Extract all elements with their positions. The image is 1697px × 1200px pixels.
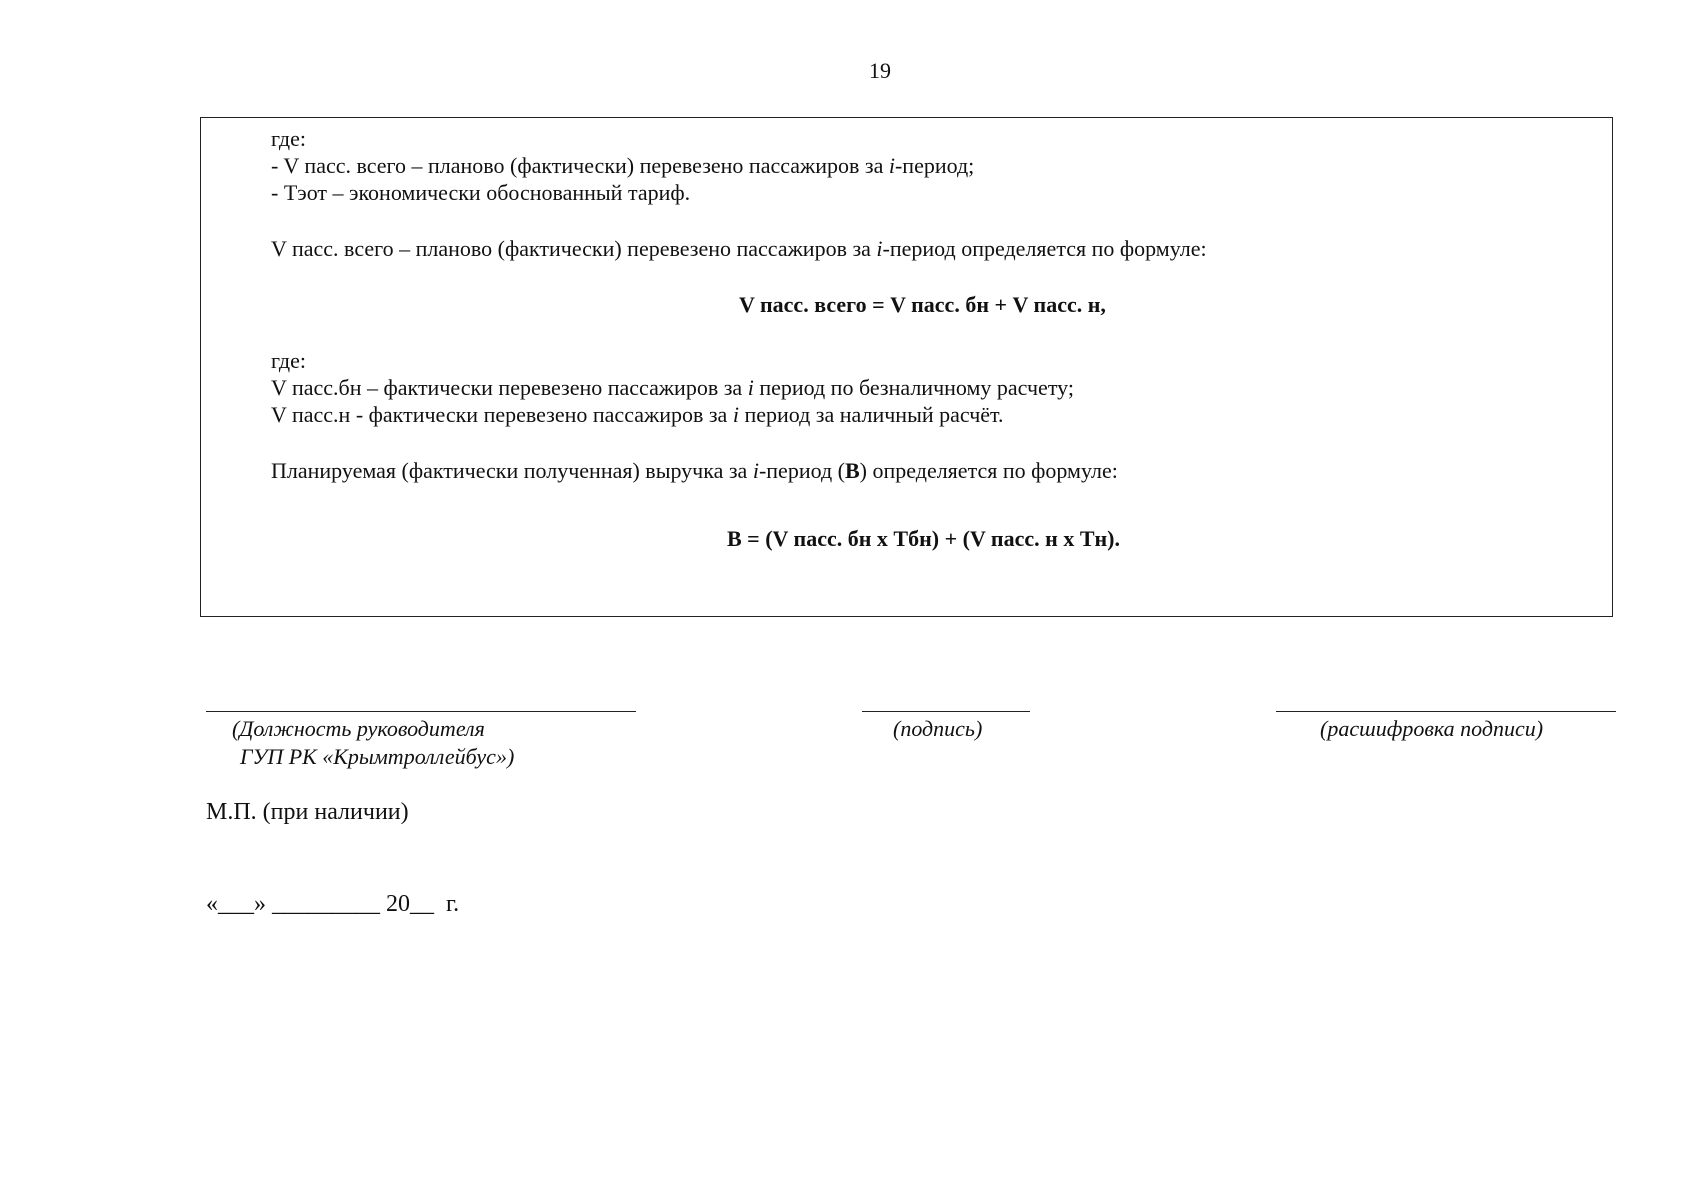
v-total-definition-intro: V пасс. всего – планово (фактически) перевезено пассажиров за i-период определяется по формуле: [271, 236, 1207, 261]
formula-revenue: В = (V пасс. бн х Тбн) + (V пасс. н х Тн). [727, 526, 1120, 551]
date-line: «___» _________ 20__ г. [206, 891, 460, 917]
formula-v-total: V пасс. всего = V пасс. бн + V пасс. н, [739, 292, 1106, 317]
definition-tariff: - Тэот – экономически обоснованный тариф. [271, 180, 691, 205]
page-number: 19 [869, 58, 891, 83]
definition-v-cash: V пасс.н - фактически перевезено пассажиров за i период за наличный расчёт. [271, 402, 1004, 427]
signature-caption: (подпись) [893, 716, 983, 741]
where-label-2: где: [271, 348, 306, 373]
definition-v-cashless: V пасс.бн – фактически перевезено пассажиров за i период по безналичному расчету; [271, 375, 1074, 400]
position-signature-line [206, 711, 636, 712]
definition-v-total: - V пасс. всего – планово (фактически) перевезено пассажиров за i-период; [271, 153, 975, 178]
decoding-caption: (расшифровка подписи) [1320, 716, 1544, 741]
position-caption-line-2: ГУП РК «Крымтроллейбус») [240, 744, 515, 769]
formula-box [200, 117, 1613, 617]
signature-line [862, 711, 1030, 712]
revenue-definition-intro: Планируемая (фактически полученная) выручка за i-период (В) определяется по формуле: [271, 458, 1118, 483]
position-caption-line-1: (Должность руководителя [232, 716, 485, 741]
stamp-note: М.П. (при наличии) [206, 799, 409, 825]
decoding-signature-line [1276, 711, 1616, 712]
where-label-1: где: [271, 126, 306, 151]
